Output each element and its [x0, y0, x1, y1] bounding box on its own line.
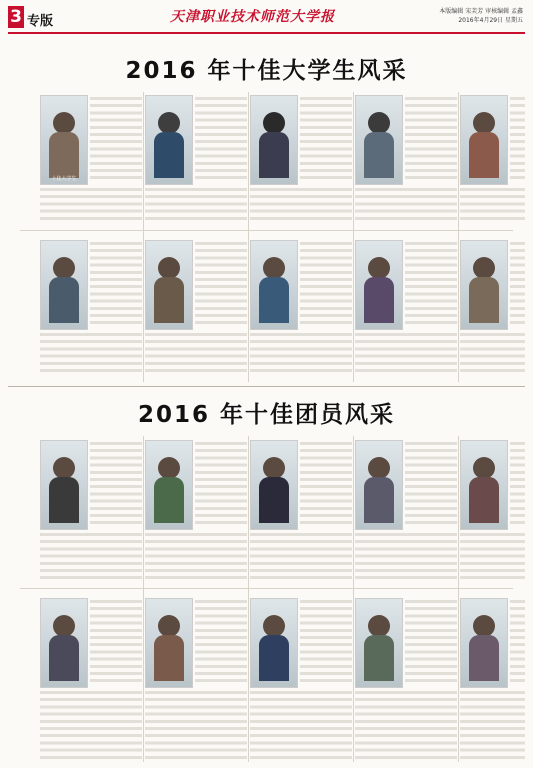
member-photo [250, 598, 298, 688]
row-divider [20, 230, 513, 231]
member-bio [40, 531, 142, 581]
student-bio [355, 186, 457, 224]
student-bio [460, 186, 525, 224]
member-photo [40, 598, 88, 688]
student-photo [250, 95, 298, 185]
member-bio [90, 598, 142, 686]
col-divider [458, 436, 459, 762]
student-bio [145, 186, 247, 224]
member-bio [405, 598, 457, 686]
member-photo [40, 440, 88, 530]
student-bio [300, 95, 352, 183]
header-rule [8, 32, 525, 34]
member-bio [510, 598, 525, 686]
member-bio [250, 689, 352, 759]
student-bio [405, 240, 457, 328]
student-bio [195, 95, 247, 183]
issue-meta [439, 7, 523, 25]
member-photo [460, 598, 508, 688]
page-number: 3 [8, 6, 24, 28]
headline-bottom: 2016 年十佳团员风采 [137, 402, 396, 428]
student-bio [40, 331, 142, 376]
member-bio [405, 440, 457, 528]
student-bio [460, 331, 525, 376]
member-photo [355, 440, 403, 530]
member-bio [250, 531, 352, 581]
student-bio [510, 95, 525, 183]
col-divider [353, 92, 354, 382]
member-bio [145, 531, 247, 581]
member-photo [145, 440, 193, 530]
col-divider [353, 436, 354, 762]
member-bio [510, 440, 525, 528]
col-divider [143, 92, 144, 382]
masthead [0, 0, 533, 40]
student-bio [145, 331, 247, 376]
student-bio [195, 240, 247, 328]
student-bio [300, 240, 352, 328]
section-label: 专版 [27, 14, 54, 29]
member-bio [460, 689, 525, 759]
student-photo: 十佳大学生 [40, 95, 88, 185]
student-photo [145, 95, 193, 185]
student-bio [90, 240, 142, 328]
member-bio [460, 531, 525, 581]
member-bio [300, 598, 352, 686]
paper-title: 天津职业技术师范大学报 [170, 9, 335, 25]
member-bio [195, 598, 247, 686]
section-divider [8, 386, 525, 387]
student-bio [250, 331, 352, 376]
student-bio [405, 95, 457, 183]
col-divider [143, 436, 144, 762]
member-bio [40, 689, 142, 759]
student-photo [145, 240, 193, 330]
member-photo [460, 440, 508, 530]
student-bio [355, 331, 457, 376]
col-divider [248, 436, 249, 762]
member-bio [195, 440, 247, 528]
student-photo [460, 240, 508, 330]
editor-line: 本版编辑 宋芙芳 审核编辑 孟鑫 [439, 8, 523, 15]
member-bio [145, 689, 247, 759]
student-photo [355, 240, 403, 330]
student-photo [40, 240, 88, 330]
col-divider [248, 92, 249, 382]
member-photo [355, 598, 403, 688]
student-bio [510, 240, 525, 328]
student-photo [460, 95, 508, 185]
student-bio [250, 186, 352, 224]
headline-top: 2016 年十佳大学生风采 [125, 58, 408, 84]
member-bio [355, 531, 457, 581]
member-bio [355, 689, 457, 759]
date-line: 2016年4月29日 星期五 [458, 17, 523, 24]
row-divider [20, 588, 513, 589]
member-photo [145, 598, 193, 688]
student-photo [355, 95, 403, 185]
member-bio [90, 440, 142, 528]
student-bio [40, 186, 142, 224]
member-photo [250, 440, 298, 530]
student-photo [250, 240, 298, 330]
member-bio [300, 440, 352, 528]
student-bio [90, 95, 142, 183]
col-divider [458, 92, 459, 382]
